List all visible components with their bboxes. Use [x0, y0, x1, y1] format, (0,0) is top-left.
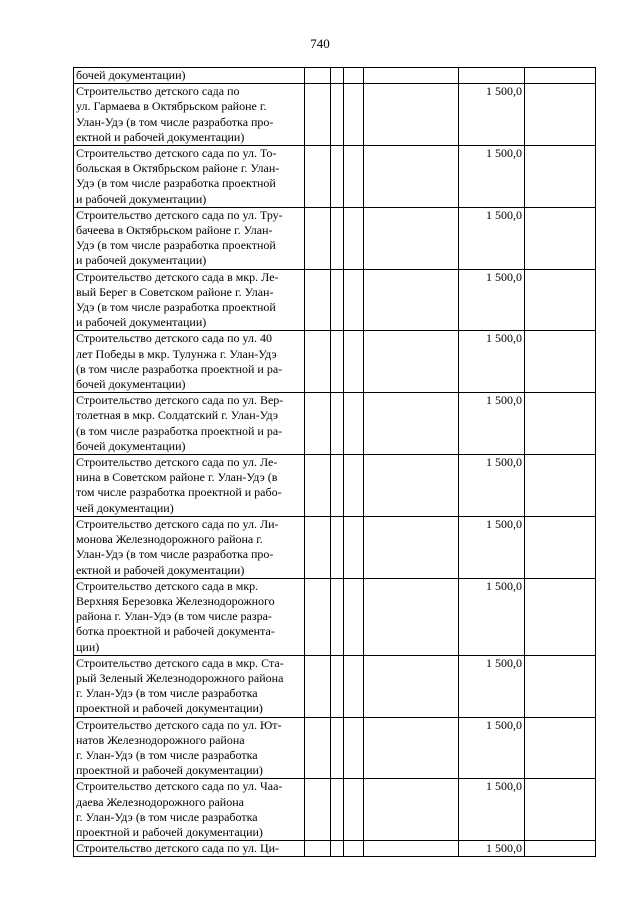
- project-name-line: ботка проектной и рабочей документа-: [76, 624, 275, 639]
- table-row: [74, 717, 596, 779]
- project-name-line: Строительство детского сада по ул. Ли-: [76, 516, 279, 531]
- project-name-line: том числе разработка проектной и рабо-: [76, 485, 282, 500]
- project-name-line: проектной и рабочей документации): [76, 763, 263, 778]
- project-name-line: чей документации): [76, 500, 174, 515]
- project-name-line: Строительство детского сада в мкр. Ста-: [76, 655, 284, 670]
- project-name-line: Строительство детского сада по ул. Ле-: [76, 455, 278, 470]
- table-row: [74, 393, 596, 455]
- empty-cell: [344, 331, 364, 393]
- project-name-line: г. Улан-Удэ (в том числе разработка: [76, 747, 258, 762]
- empty-cell: [525, 146, 596, 208]
- amount-cell: 1 500,0: [459, 578, 525, 655]
- project-name-line: Удэ (в том числе разработка проектной: [76, 176, 276, 191]
- project-name-line: Верхняя Березовка Железнодорожного: [76, 593, 275, 608]
- empty-cell: [364, 207, 459, 269]
- empty-cell: [305, 655, 331, 717]
- project-name-cell: [74, 717, 305, 779]
- project-name-line: Строительство детского сада по ул. Вер-: [76, 393, 284, 408]
- empty-cell: [364, 455, 459, 517]
- empty-cell: [525, 717, 596, 779]
- project-name-cell: [74, 207, 305, 269]
- empty-cell: [525, 331, 596, 393]
- empty-cell: [525, 578, 596, 655]
- project-name-line: Строительство детского сада по: [76, 84, 240, 99]
- project-name-cell: [74, 841, 305, 857]
- project-name-line: и рабочей документации): [76, 315, 207, 330]
- page-number: 740: [310, 36, 330, 51]
- amount-cell: 1 500,0: [459, 146, 525, 208]
- table-row: [74, 68, 596, 84]
- empty-cell: [364, 578, 459, 655]
- table-row: [74, 516, 596, 578]
- empty-cell: [364, 655, 459, 717]
- amount-cell: 1 500,0: [459, 331, 525, 393]
- project-name-cell: [74, 331, 305, 393]
- project-name-cell: [74, 393, 305, 455]
- table-row: [74, 146, 596, 208]
- empty-cell: [344, 84, 364, 146]
- project-name-line: натов Железнодорожного района: [76, 732, 245, 747]
- project-name-line: бочей документации): [76, 438, 186, 453]
- amount-cell: 1 500,0: [459, 779, 525, 841]
- empty-cell: [331, 578, 344, 655]
- empty-cell: [305, 841, 331, 857]
- project-name-line: г. Улан-Удэ (в том числе разработка: [76, 686, 258, 701]
- empty-cell: [305, 455, 331, 517]
- table-row: [74, 578, 596, 655]
- empty-cell: [525, 84, 596, 146]
- project-name-cell: [74, 269, 305, 331]
- empty-cell: [525, 393, 596, 455]
- project-name-line: лет Победы в мкр. Тулунжа г. Улан-Удэ: [76, 346, 277, 361]
- project-name-line: больская в Октябрьском районе г. Улан-: [76, 161, 280, 176]
- table-row: [74, 779, 596, 841]
- empty-cell: [331, 455, 344, 517]
- empty-cell: [331, 84, 344, 146]
- empty-cell: [364, 68, 459, 84]
- empty-cell: [364, 779, 459, 841]
- amount-cell: 1 500,0: [459, 393, 525, 455]
- empty-cell: [331, 146, 344, 208]
- empty-cell: [364, 269, 459, 331]
- empty-cell: [344, 146, 364, 208]
- amount-cell: 1 500,0: [459, 84, 525, 146]
- empty-cell: [344, 269, 364, 331]
- table-row: [74, 655, 596, 717]
- empty-cell: [344, 516, 364, 578]
- table-row: [74, 841, 596, 857]
- project-name-line: ции): [76, 639, 100, 654]
- empty-cell: [305, 717, 331, 779]
- empty-cell: [364, 146, 459, 208]
- empty-cell: [364, 331, 459, 393]
- project-name-line: ул. Гармаева в Октябрьском районе г.: [76, 99, 267, 114]
- amount-cell: 1 500,0: [459, 455, 525, 517]
- table-row: [74, 84, 596, 146]
- empty-cell: [305, 331, 331, 393]
- project-name-line: толетная в мкр. Солдатский г. Улан-Удэ: [76, 408, 279, 423]
- empty-cell: [344, 207, 364, 269]
- empty-cell: [331, 779, 344, 841]
- project-name-line: Удэ (в том числе разработка проектной: [76, 300, 276, 315]
- budget-table-body: [74, 68, 596, 857]
- project-name-cell: [74, 68, 305, 84]
- empty-cell: [344, 578, 364, 655]
- project-name-line: Строительство детского сада по ул. Ют-: [76, 717, 282, 732]
- project-name-line: вый Берег в Советском районе г. Улан-: [76, 284, 274, 299]
- empty-cell: [364, 717, 459, 779]
- empty-cell: [331, 207, 344, 269]
- project-name-line: даева Железнодорожного района: [76, 794, 244, 809]
- amount-cell: 1 500,0: [459, 717, 525, 779]
- empty-cell: [331, 331, 344, 393]
- empty-cell: [305, 146, 331, 208]
- empty-cell: [525, 207, 596, 269]
- project-name-cell: [74, 84, 305, 146]
- project-name-line: Строительство детского сада по ул. Тру-: [76, 207, 283, 222]
- project-name-line: г. Улан-Удэ (в том числе разработка: [76, 809, 258, 824]
- project-name-line: Строительство детского сада по ул. 40: [76, 331, 272, 346]
- empty-cell: [305, 779, 331, 841]
- amount-cell: 1 500,0: [459, 207, 525, 269]
- project-name-line: Строительство детского сада в мкр.: [76, 578, 259, 593]
- empty-cell: [364, 516, 459, 578]
- table-row: [74, 331, 596, 393]
- empty-cell: [331, 269, 344, 331]
- project-name-line: проектной и рабочей документации): [76, 701, 263, 716]
- project-name-line: Строительство детского сада в мкр. Ле-: [76, 269, 279, 284]
- empty-cell: [344, 455, 364, 517]
- empty-cell: [344, 717, 364, 779]
- empty-cell: [305, 269, 331, 331]
- empty-cell: [344, 655, 364, 717]
- project-name-line: нина в Советском районе г. Улан-Удэ (в: [76, 470, 278, 485]
- empty-cell: [364, 393, 459, 455]
- project-name-cell: [74, 655, 305, 717]
- budget-table: [73, 67, 596, 857]
- empty-cell: [305, 393, 331, 455]
- empty-cell: [525, 655, 596, 717]
- empty-cell: [331, 841, 344, 857]
- amount-cell: 1 500,0: [459, 655, 525, 717]
- empty-cell: [344, 68, 364, 84]
- project-name-line: бачеева в Октябрьском районе г. Улан-: [76, 223, 273, 238]
- empty-cell: [305, 207, 331, 269]
- project-name-cell: [74, 516, 305, 578]
- empty-cell: [344, 841, 364, 857]
- empty-cell: [331, 68, 344, 84]
- project-name-line: проектной и рабочей документации): [76, 824, 263, 839]
- empty-cell: [331, 516, 344, 578]
- amount-cell: 1 500,0: [459, 516, 525, 578]
- empty-cell: [525, 841, 596, 857]
- project-name-line: Удэ (в том числе разработка проектной: [76, 238, 276, 253]
- empty-cell: [344, 779, 364, 841]
- empty-cell: [525, 269, 596, 331]
- project-name-line: (в том числе разработка проектной и ра-: [76, 423, 283, 438]
- project-name-line: Строительство детского сада по ул. Чаа-: [76, 779, 283, 794]
- project-name-cell: [74, 146, 305, 208]
- table-row: [74, 207, 596, 269]
- project-name-cell: [74, 455, 305, 517]
- project-name-line: и рабочей документации): [76, 191, 207, 206]
- empty-cell: [305, 68, 331, 84]
- project-name-line: рый Зеленый Железнодорожного района: [76, 670, 284, 685]
- project-name-line: Улан-Удэ (в том числе разработка про-: [76, 547, 274, 562]
- empty-cell: [305, 516, 331, 578]
- project-name-line: ектной и рабочей документации): [76, 129, 245, 144]
- project-name-line: монова Железнодорожного района г.: [76, 532, 263, 547]
- project-name-line: бочей документации): [76, 68, 186, 82]
- amount-cell: [459, 68, 525, 84]
- table-row: [74, 269, 596, 331]
- empty-cell: [525, 68, 596, 84]
- project-name-cell: [74, 779, 305, 841]
- empty-cell: [331, 717, 344, 779]
- empty-cell: [364, 84, 459, 146]
- project-name-line: Улан-Удэ (в том числе разработка про-: [76, 114, 274, 129]
- project-name-line: ектной и рабочей документации): [76, 562, 245, 577]
- empty-cell: [364, 841, 459, 857]
- empty-cell: [525, 779, 596, 841]
- empty-cell: [305, 84, 331, 146]
- project-name-line: (в том числе разработка проектной и ра-: [76, 361, 283, 376]
- project-name-line: района г. Улан-Удэ (в том числе разра-: [76, 609, 272, 624]
- amount-cell: 1 500,0: [459, 269, 525, 331]
- empty-cell: [525, 516, 596, 578]
- project-name-line: Строительство детского сада по ул. То-: [76, 146, 277, 161]
- amount-cell: 1 500,0: [459, 841, 525, 857]
- project-name-cell: [74, 578, 305, 655]
- project-name-line: бочей документации): [76, 377, 186, 392]
- empty-cell: [344, 393, 364, 455]
- empty-cell: [525, 455, 596, 517]
- empty-cell: [331, 655, 344, 717]
- table-row: [74, 455, 596, 517]
- empty-cell: [305, 578, 331, 655]
- project-name-line: и рабочей документации): [76, 253, 207, 268]
- project-name-line: Строительство детского сада по ул. Ци-: [76, 841, 280, 856]
- empty-cell: [331, 393, 344, 455]
